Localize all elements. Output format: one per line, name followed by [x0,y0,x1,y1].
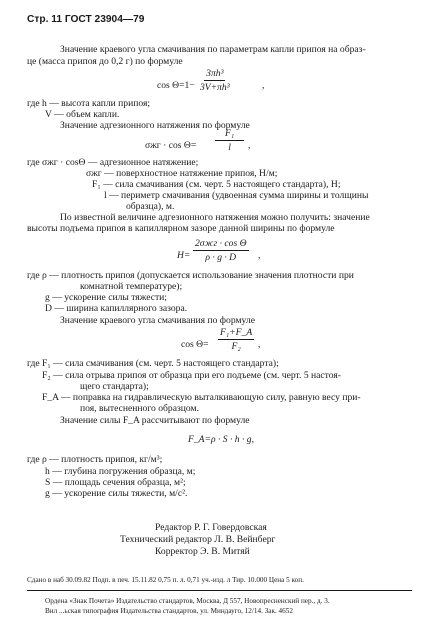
formula-2-numerator: F₁ [215,128,244,141]
formula-1-numerator: 3πh³ [206,68,224,79]
where-13: где ρ — плотность припоя, кг/м³; [27,454,163,465]
formula-3-comma: , [258,250,261,261]
formula-3-denominator: ρ · g · D [205,252,237,263]
where-9: D — ширина капиллярного зазора. [45,303,188,314]
where-3: где σжг · cosΘ — адгезионное натяжение; [27,157,199,168]
paragraph-2: Значение адгезионного натяжения по формуле [60,120,250,131]
where-4: σжг — поверхностное натяжение припоя, Н/м; [86,168,278,179]
where-2: V — объем капли. [45,109,120,120]
formula-3-numerator: 2σжг · cos Θ [195,238,247,249]
where-7-line-1: где ρ — плотность припоя (допускается использование значения плотности при [27,270,354,281]
imprint-line-1: Сдано в наб 30.09.82 Подп. в печ. 15.11.82 0,75 п. л. 0,71 уч.-изд. л Тир. 10.000 Цена 5 коп. [27,576,304,584]
credit-editor: Редактор Р. Г. Говердовская [155,522,267,533]
formula-2-lhs: σжг · cos Θ= [145,140,197,151]
formula-1-lhs: cos Θ=1− [157,80,195,91]
where-11-line-2: щего стандарта); [80,381,149,392]
formula-1-fraction [200,68,230,93]
where-15: S — площадь сечения образца, м²; [45,477,186,488]
imprint-line-3: Вил ...ьская типография Издательства стандартов, ул. Миндауго, 12/14. Зак. 4652 [45,607,293,615]
where-8: g — ускорение силы тяжести; [45,292,167,303]
formula-2-fraction [215,128,244,153]
where-5: F₁ — сила смачивания (см. черт. 5 настоящего стандарта), Н; [92,179,341,190]
paragraph-1-line-1: Значение краевого угла смачивания по параметрам капли припоя на образ- [60,44,366,55]
where-12-line-2: поя, вытесненного образцом. [80,403,199,414]
formula-4-comma: , [258,339,261,350]
formula-3-lhs: H= [177,250,191,261]
where-7-line-2: комнатной температуре); [80,281,183,292]
credit-tech-editor: Технический редактор Л. В. Вейнберг [120,534,276,545]
formula-5: F_A=ρ · S · h · g, [188,434,254,445]
where-6-line-2: образца), м. [126,201,175,212]
paragraph-3-line-1: По известной величине адгезионного натяжения можно получить: значение [60,212,370,223]
formula-1-comma: , [262,80,265,91]
where-10: где F₁ — сила смачивания (см. черт. 5 настоящего стандарта); [27,358,279,369]
formula-4-numerator: F₁+F_A [220,327,253,338]
credit-corrector: Корректор Э. В. Митяй [155,546,250,557]
where-12-line-1: F_A — поправка на гидравлическую выталкивающую силу, равную весу при- [42,392,361,403]
page-header: Стр. 11 ГОСТ 23904—79 [27,14,145,25]
imprint-line-2: Ордена «Знак Почета» Издательство стандартов, Москва, Д 557, Новопресненский пер., д. 3. [45,597,330,605]
paragraph-5: Значение силы F_A рассчитывают по формуле [60,415,250,426]
imprint-divider [27,590,412,591]
paragraph-3-line-2: высоты подъема припоя в капиллярном зазоре данной ширины по формуле [27,223,335,234]
where-14: h — глубина погружения образца, м; [45,466,196,477]
where-1: где h — высота капли припоя; [27,98,151,109]
formula-4-denominator: F₂ [231,341,241,352]
where-11-line-1: F₂ — сила отрыва припоя от образца при его подъеме (см. черт. 5 настоя- [42,370,341,381]
formula-4-fraction [218,327,254,352]
formula-3-fraction [193,238,249,263]
paragraph-1-line-2: це (масса припоя до 0,2 г) по формуле [27,56,183,67]
formula-2-denominator: l [228,142,231,153]
where-6-line-1: l — периметр смачивания (удвоенная сумма ширины и толщины [104,190,369,201]
formula-4-lhs: cos Θ= [181,339,209,350]
formula-2-comma: , [248,140,251,151]
formula-1-denominator: 3V+πh³ [200,82,230,93]
where-16: g — ускорение силы тяжести, м/с². [45,488,188,499]
paragraph-4: Значение краевого угла смачивания по формуле [60,315,255,326]
